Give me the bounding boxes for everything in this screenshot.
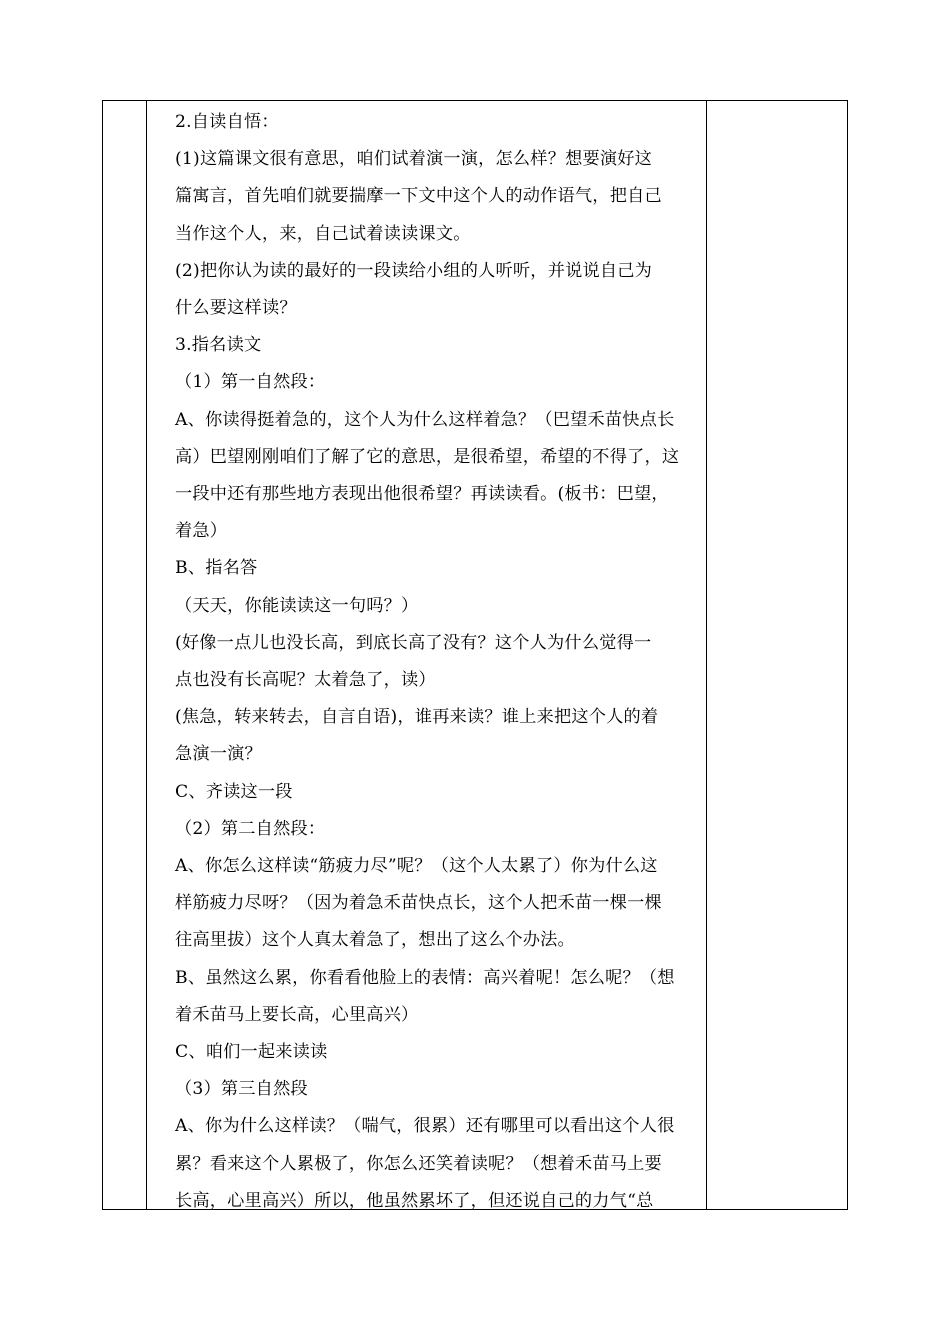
text-line: 累？看来这个人累极了，你怎么还笑着读呢？（想着禾苗马上要 (175, 1153, 662, 1174)
text-line: (1)这篇课文很有意思，咱们试着演一演，怎么样？想要演好这 (175, 149, 653, 170)
text-line: 2.自读自悟： (175, 112, 279, 132)
text-line: A、你读得挺着急的，这个人为什么这样着急？（巴望禾苗快点长 (175, 409, 675, 430)
text-line: 着禾苗马上要长高，心里高兴） (175, 1004, 419, 1025)
lesson-table (102, 100, 848, 1210)
text-line: 篇寓言，首先咱们就要揣摩一下文中这个人的动作语气，把自己 (175, 186, 662, 207)
text-line: 着急） (175, 521, 228, 542)
column-divider-left (146, 101, 147, 1209)
text-line: 一段中还有那些地方表现出他很希望？再读读看。(板书：巴望， (175, 484, 669, 505)
text-line: 3.指名读文 (175, 335, 262, 356)
text-line: C、齐读这一段 (175, 781, 293, 802)
text-line: (好像一点儿也没长高，到底长高了没有？这个人为什么觉得一 (175, 632, 652, 653)
lesson-content (175, 104, 703, 1220)
column-divider-right (706, 101, 707, 1209)
text-line: 点也没有长高呢？太着急了，读） (175, 670, 436, 691)
text-line: 样筋疲力尽呀？（因为着急禾苗快点长，这个人把禾苗一棵一棵 (175, 893, 662, 914)
text-line: （天天，你能读读这一句吗？） (175, 595, 419, 616)
text-line: (2)把你认为读的最好的一段读给小组的人听听，并说说自己为 (175, 260, 653, 281)
text-line: (焦急，转来转去，自言自语)，谁再来读？谁上来把这个人的着 (175, 707, 659, 728)
text-line: 什么要这样读？ (175, 298, 297, 319)
text-line: 急演一演？ (175, 744, 262, 765)
text-line: （2）第二自然段： (175, 818, 326, 839)
text-line: B、指名答 (175, 558, 258, 579)
text-line: A、你怎么这样读“筋疲力尽”呢？（这个人太累了）你为什么这 (175, 856, 658, 877)
text-line: B、虽然这么累，你看看他脸上的表情：高兴着呢！怎么呢？（想 (175, 967, 675, 988)
text-line: 当作这个人，来，自己试着读读课文。 (175, 223, 471, 244)
text-line: （1）第一自然段： (175, 372, 326, 393)
text-line: 高）巴望刚刚咱们了解了它的意思，是很希望，希望的不得了，这 (175, 446, 680, 467)
text-line: C、咱们一起来读读 (175, 1042, 328, 1063)
text-line: A、你为什么这样读？（喘气，很累）还有哪里可以看出这个人很 (175, 1116, 675, 1137)
text-line: 长高，心里高兴）所以，他虽然累坏了，但还说自己的力气“总 (175, 1190, 654, 1211)
text-line: （3）第三自然段 (175, 1079, 308, 1100)
text-line: 往高里拔）这个人真太着急了，想出了这么个办法。 (175, 930, 575, 951)
